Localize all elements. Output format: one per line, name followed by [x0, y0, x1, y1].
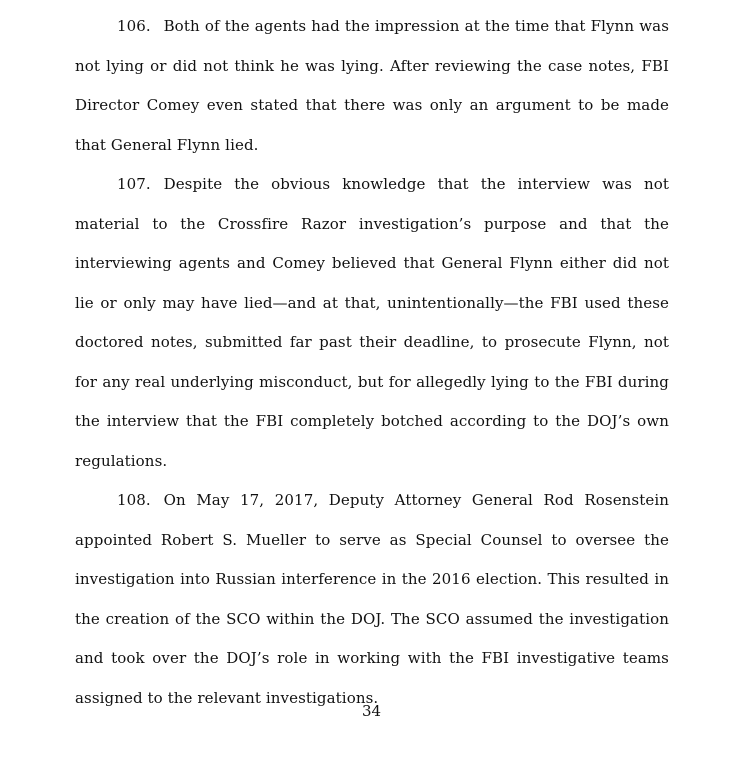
paragraph-number: 108.: [117, 491, 151, 509]
paragraph-text: On May 17, 2017, Deputy Attorney General Rod Rosenstein appointed Robert S. Mueller to serve as Special Counsel to oversee the investigation into Russian interference in the 2016 election. This resulted in the creation of the SCO within the DOJ. The SCO assumed the investigation and took over the DOJ’s role in working with the FBI investigative teams assigned to the relevant investigations.: [75, 491, 669, 707]
paragraph-text: Both of the agents had the impression at the time that Flynn was not lying or did not think he was lying. After reviewing the case notes, FBI Director Comey even stated that there was only an argument to be made that General Flynn lied.: [75, 17, 669, 154]
document-body: [75, 0, 669, 718]
paragraph-106: [75, 7, 669, 165]
paragraph-107: [75, 165, 669, 481]
page-number: 34: [361, 702, 382, 720]
paragraph-text: Despite the obvious knowledge that the interview was not material to the Crossfire Razor investigation’s purpose and that the interviewing agents and Comey believed that General Flynn either did not lie or only may have lied—and at that, unintentionally—the FBI used these doctored notes, submitted far past their deadline, to prosecute Flynn, not for any real underlying misconduct, but for allegedly lying to the FBI during the interview that the FBI completely botched according to the DOJ’s own regulations.: [75, 175, 669, 470]
paragraph-108: [75, 481, 669, 718]
paragraph-number: 107.: [117, 175, 151, 193]
paragraph-number: 106.: [117, 17, 151, 35]
